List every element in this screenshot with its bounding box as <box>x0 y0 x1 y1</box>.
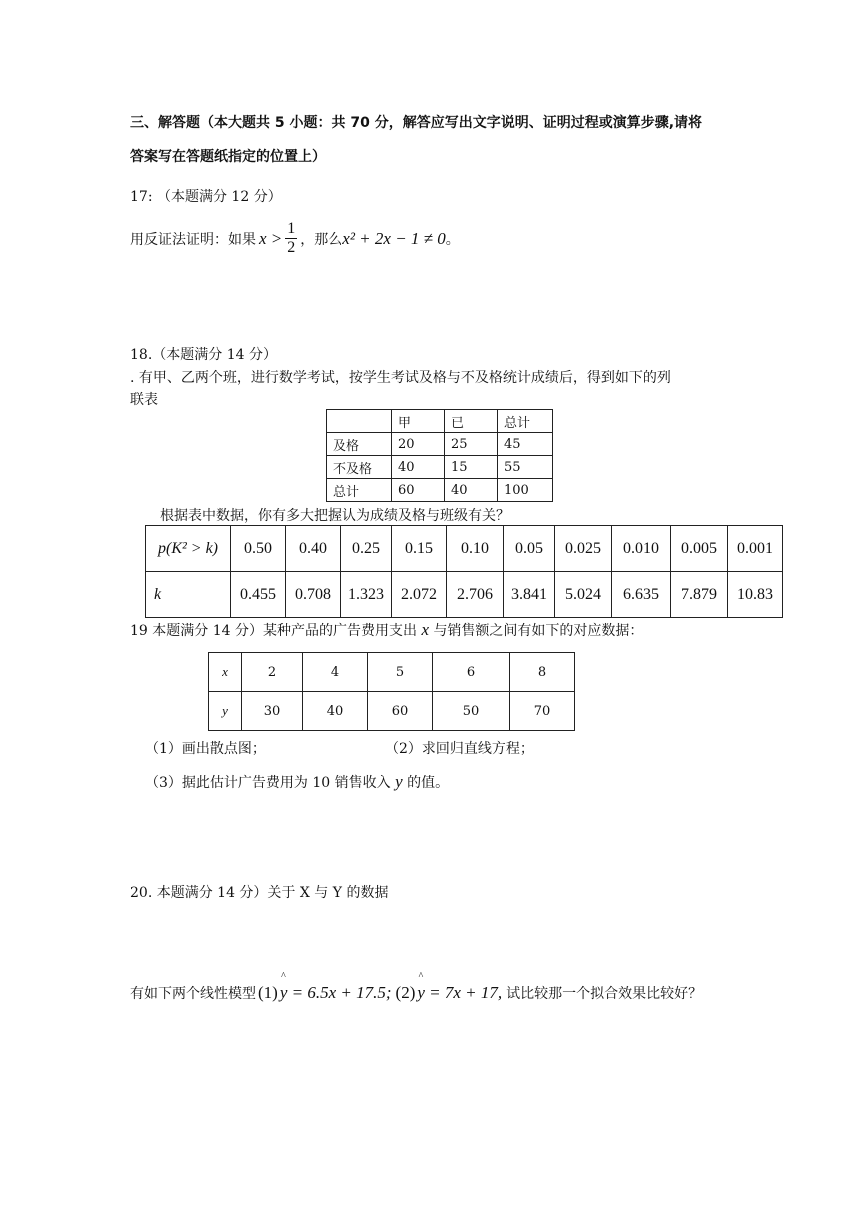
q19-part3-a: （3）据此估计广告费用为 10 销售收入 <box>145 775 391 791</box>
table-cell: 50 <box>433 692 510 731</box>
table-cell: 0.455 <box>231 572 286 618</box>
table-cell: 总计 <box>498 410 553 433</box>
table-cell: 4 <box>303 653 368 692</box>
table-cell: 0.005 <box>671 526 728 572</box>
table-cell: 8 <box>510 653 575 692</box>
table-row <box>146 572 783 618</box>
q19-part3-b: 的值。 <box>407 775 450 791</box>
p-label-cell: p(K² > k) <box>146 526 231 572</box>
table-cell: 40 <box>303 692 368 731</box>
table-cell: 60 <box>392 479 445 502</box>
q18-line1: . 有甲、乙两个班，进行数学考试，按学生考试及格与不及格统计成绩后，得到如下的列 <box>130 370 671 386</box>
k-label-cell: k <box>146 572 231 618</box>
q17-condition: x > <box>259 228 283 248</box>
table-cell: 6.635 <box>612 572 671 618</box>
x-label-cell: x <box>209 653 242 692</box>
table-cell: 0.708 <box>286 572 341 618</box>
q19-title-var: x <box>421 620 429 639</box>
q20-model2: ^ y = 7x + 17, <box>417 983 502 1003</box>
q20-model2-tag: (2) <box>395 983 416 1002</box>
table-cell: 0.025 <box>555 526 612 572</box>
q17-fraction <box>285 220 297 257</box>
table-cell: 20 <box>392 433 445 456</box>
ad-sales-table <box>208 652 575 731</box>
q17-frac-den: 2 <box>287 239 296 256</box>
table-cell: 100 <box>498 479 553 502</box>
table-cell: 1.323 <box>341 572 392 618</box>
contingency-table <box>326 409 553 502</box>
table-cell: 70 <box>510 692 575 731</box>
q17-mid: ，那么 <box>300 231 343 248</box>
table-cell: 0.001 <box>728 526 783 572</box>
table-cell: 总计 <box>327 479 392 502</box>
table-cell: 0.010 <box>612 526 671 572</box>
table-row <box>209 692 575 731</box>
table-cell: 45 <box>498 433 553 456</box>
table-cell: 0.40 <box>286 526 341 572</box>
q18-line2: 联表 <box>130 392 158 408</box>
q18-question: 根据表中数据，你有多大把握认为成绩及格与班级有关？ <box>160 508 510 524</box>
q20-model1-tag: (1) <box>258 983 278 1002</box>
q17-end: 。 <box>445 231 460 248</box>
q17-statement <box>130 220 460 257</box>
q17-prefix: 用反证法证明：如果 <box>130 231 256 248</box>
table-cell: 0.25 <box>341 526 392 572</box>
q20-model1: ^ y = 6.5x + 17.5; <box>280 983 392 1003</box>
q19-title-b: 与销售额之间有如下的对应数据： <box>433 623 644 639</box>
q20-suffix: 试比较那一个拟合效果比较好？ <box>506 986 703 1002</box>
section-header-line2: 答案写在答题纸指定的位置上） <box>130 149 326 165</box>
table-cell: 2 <box>242 653 303 692</box>
table-cell: 0.10 <box>447 526 504 572</box>
table-cell: 60 <box>368 692 433 731</box>
q20-title: 20. 本题满分 14 分）关于 X 与 Y 的数据 <box>130 885 389 901</box>
q17-title: 17: （本题满分 12 分） <box>130 189 282 205</box>
q19-title <box>130 620 643 640</box>
q19-part3 <box>145 772 449 792</box>
table-cell <box>327 410 392 433</box>
q20-prefix: 有如下两个线性模型 <box>130 986 256 1002</box>
table-cell: 25 <box>445 433 498 456</box>
q19-part1: （1）画出散点图； <box>145 741 266 757</box>
q19-part2: （2）求回归直线方程； <box>385 741 534 757</box>
table-row <box>327 433 553 456</box>
table-cell: 6 <box>433 653 510 692</box>
section-header-line1: 三、解答题（本大题共 5 小题：共 70 分，解答应写出文字说明、证明过程或演算步骤,请将 <box>130 115 703 131</box>
table-cell: 0.50 <box>231 526 286 572</box>
table-cell: 0.15 <box>392 526 447 572</box>
table-cell: 已 <box>445 410 498 433</box>
table-row <box>327 479 553 502</box>
table-cell: 2.706 <box>447 572 504 618</box>
table-cell: 5 <box>368 653 433 692</box>
q17-frac-num: 1 <box>287 220 296 237</box>
table-cell: 甲 <box>392 410 445 433</box>
table-cell: 5.024 <box>555 572 612 618</box>
table-row <box>327 456 553 479</box>
table-cell: 40 <box>445 479 498 502</box>
table-cell: 3.841 <box>504 572 555 618</box>
table-row <box>327 410 553 433</box>
q17-expression: x² + 2x − 1 ≠ 0 <box>342 228 446 248</box>
table-cell: 不及格 <box>327 456 392 479</box>
critical-value-table <box>145 525 783 618</box>
table-cell: 40 <box>392 456 445 479</box>
y-label-cell: y <box>209 692 242 731</box>
q18-title: 18.（本题满分 14 分） <box>130 347 277 363</box>
q20-models-line <box>130 983 702 1003</box>
q19-title-a: 19 本题满分 14 分）某种产品的广告费用支出 <box>130 623 417 639</box>
table-row <box>209 653 575 692</box>
table-cell: 10.83 <box>728 572 783 618</box>
table-cell: 7.879 <box>671 572 728 618</box>
table-cell: 30 <box>242 692 303 731</box>
q19-part3-var: y <box>395 772 403 791</box>
table-cell: 及格 <box>327 433 392 456</box>
table-row <box>146 526 783 572</box>
table-cell: 0.05 <box>504 526 555 572</box>
table-cell: 55 <box>498 456 553 479</box>
table-cell: 15 <box>445 456 498 479</box>
table-cell: 2.072 <box>392 572 447 618</box>
